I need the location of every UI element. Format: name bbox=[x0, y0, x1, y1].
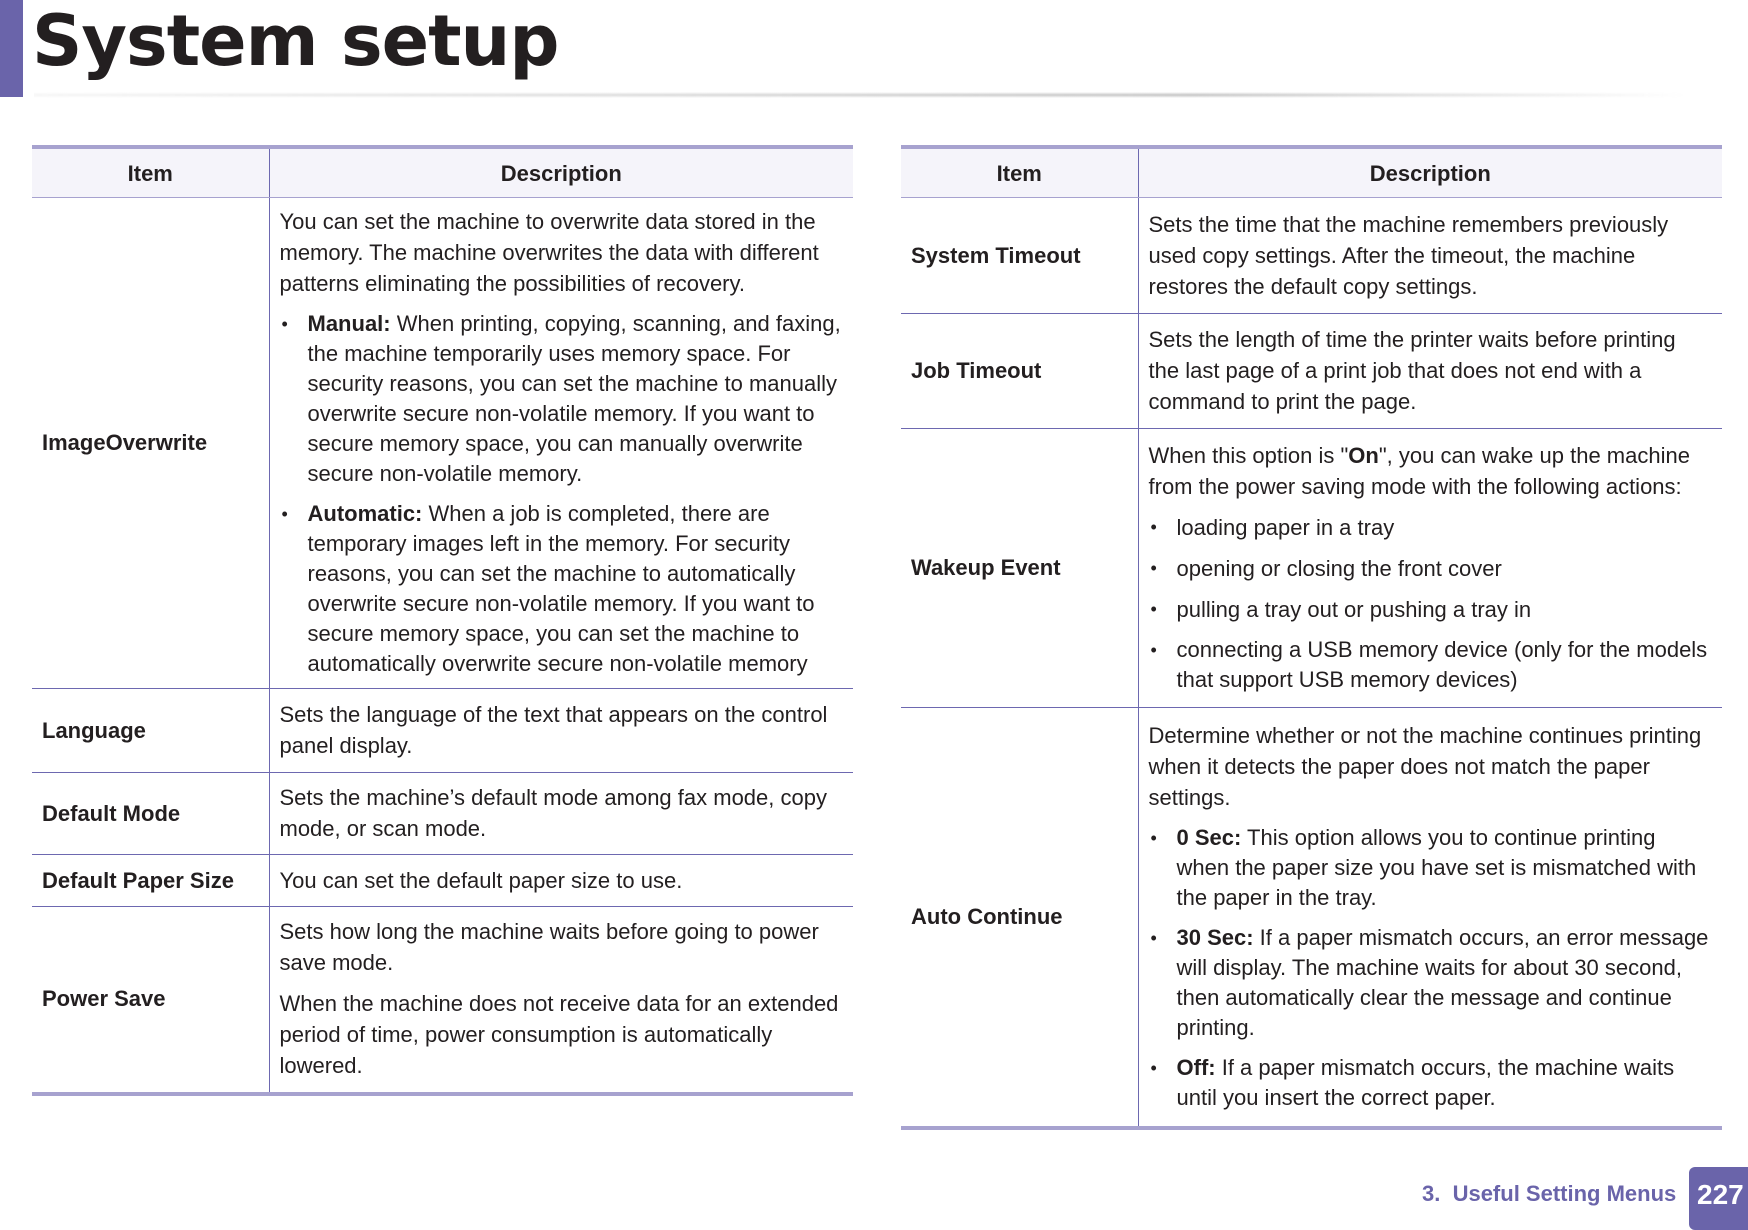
settings-table-left bbox=[32, 145, 853, 1096]
table-row bbox=[901, 708, 1722, 1128]
list-item bbox=[1149, 923, 1711, 1043]
list-item bbox=[280, 309, 842, 489]
title-accent-bar bbox=[0, 0, 23, 97]
intro-text: ", you can wake up the machine from the power saving mode with the following actions: bbox=[1148, 443, 1690, 499]
column-header-description: Description bbox=[269, 147, 853, 198]
description-cell bbox=[269, 907, 853, 1094]
table-header-row bbox=[901, 147, 1722, 198]
description-text: Sets the time that the machine remembers previously used copy settings. After the timeout, the machine restores the default copy settings. bbox=[1138, 198, 1722, 314]
column-header-description: Description bbox=[1138, 147, 1722, 198]
title-underline bbox=[34, 92, 1684, 98]
option-label-manual: Manual: bbox=[307, 311, 391, 336]
item-wakeup-event: Wakeup Event bbox=[901, 429, 1138, 708]
description-cell bbox=[1138, 429, 1722, 708]
option-list bbox=[280, 309, 842, 679]
item-imageoverwrite: ImageOverwrite bbox=[32, 198, 269, 689]
list-item: • connecting a USB memory device (only for the models that support USB memory devices) bbox=[1149, 635, 1711, 695]
item-default-paper-size: Default Paper Size bbox=[32, 855, 269, 907]
list-item bbox=[1149, 823, 1711, 913]
settings-table-right bbox=[901, 145, 1722, 1130]
chapter-link[interactable]: 3. Useful Setting Menus bbox=[1422, 1181, 1677, 1206]
list-item bbox=[1149, 1053, 1711, 1113]
item-power-save: Power Save bbox=[32, 907, 269, 1094]
table-row bbox=[901, 198, 1722, 314]
option-text: If a paper mismatch occurs, an error message will display. The machine waits for about 30 second, then automatically clear the message and continue printing. bbox=[1176, 924, 1709, 1040]
option-label-off: Off: bbox=[1176, 1054, 1216, 1080]
description-text: Sets the language of the text that appears on the control panel display. bbox=[269, 689, 853, 773]
item-default-mode: Default Mode bbox=[32, 773, 269, 855]
item-auto-continue: Auto Continue bbox=[901, 708, 1138, 1128]
item-system-timeout: System Timeout bbox=[901, 198, 1138, 314]
list-item bbox=[280, 499, 842, 679]
table-row bbox=[32, 855, 853, 907]
option-text: If a paper mismatch occurs, the machine waits until you insert the correct paper. bbox=[1176, 1054, 1675, 1110]
page-title: System setup bbox=[32, 0, 559, 82]
item-job-timeout: Job Timeout bbox=[901, 314, 1138, 429]
description-text: Determine whether or not the machine continues printing when it detects the paper does not match the paper settings. bbox=[1148, 722, 1702, 810]
page-number-badge: 227 bbox=[1689, 1167, 1748, 1230]
option-label-automatic: Automatic: bbox=[307, 501, 423, 526]
table-row bbox=[32, 198, 853, 689]
option-list bbox=[1149, 823, 1711, 1113]
description-text: You can set the default paper size to use. bbox=[269, 855, 853, 907]
intro-text: When this option is " bbox=[1148, 443, 1349, 468]
list-item: • pulling a tray out or pushing a tray in bbox=[1149, 594, 1711, 625]
option-label-30-sec: 30 Sec: bbox=[1176, 924, 1254, 950]
column-header-item: Item bbox=[901, 147, 1138, 198]
list-item: • loading paper in a tray bbox=[1149, 512, 1711, 543]
item-language: Language bbox=[32, 689, 269, 773]
option-text: This option allows you to continue printing when the paper size you have set is mismatched with the paper in the tray. bbox=[1176, 824, 1697, 910]
option-text: When a job is completed, there are temporary images left in the memory. For security reasons, you can set the machine to automatically overwrite secure non-volatile memory. If you want to secure memory space, you can set the machine to automatically overwrite secure non-volatile memory bbox=[307, 501, 815, 676]
list-item: • opening or closing the front cover bbox=[1149, 553, 1711, 584]
description-cell bbox=[1138, 708, 1722, 1128]
description-text: When the machine does not receive data for an extended period of time, power consumption is automatically lowered. bbox=[279, 991, 839, 1079]
description-cell bbox=[269, 198, 853, 689]
table-row bbox=[32, 689, 853, 773]
option-label-0-sec: 0 Sec: bbox=[1176, 824, 1242, 850]
on-value: On bbox=[1348, 443, 1379, 468]
description-text: Sets the length of time the printer waits before printing the last page of a print job that does not end with a command to print the page. bbox=[1138, 314, 1722, 429]
table-row bbox=[901, 429, 1722, 708]
table-header-row bbox=[32, 147, 853, 198]
table-row bbox=[901, 314, 1722, 429]
table-row bbox=[32, 907, 853, 1094]
description-text: You can set the machine to overwrite data stored in the memory. The machine overwrites the data with different patterns eliminating the possibilities of recovery. bbox=[279, 209, 819, 296]
option-text: When printing, copying, scanning, and faxing, the machine temporarily uses memory space. For security reasons, you can set the machine to manually overwrite secure non-volatile memory. If you want to secure memory space, you can manually overwrite secure non-volatile memory. bbox=[307, 311, 841, 486]
description-text: Sets the machine’s default mode among fax mode, copy mode, or scan mode. bbox=[269, 773, 853, 855]
column-header-item: Item bbox=[32, 147, 269, 198]
description-text bbox=[1149, 440, 1711, 502]
action-list bbox=[1149, 512, 1711, 695]
table-row bbox=[32, 773, 853, 855]
description-text: Sets how long the machine waits before going to power save mode. bbox=[279, 919, 819, 976]
